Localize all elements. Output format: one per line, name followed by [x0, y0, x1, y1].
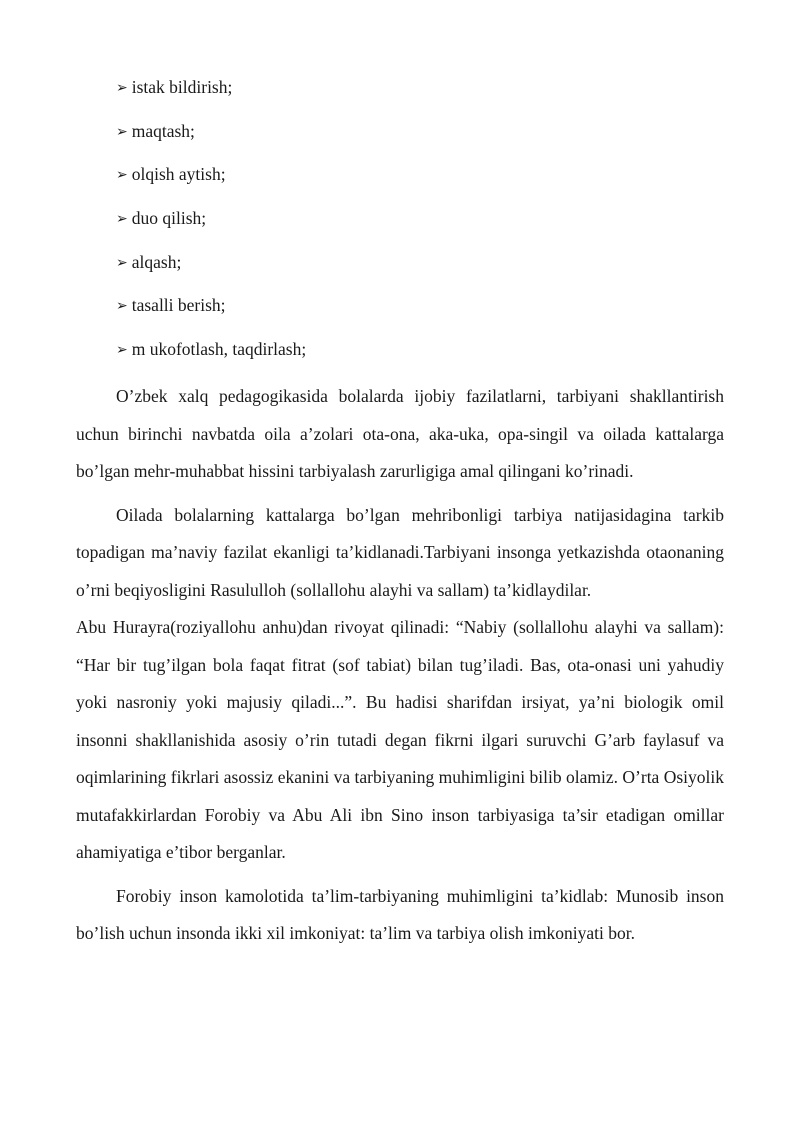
list-item: [116, 163, 306, 207]
body-text: [76, 378, 724, 953]
paragraph: Forobiy inson kamolotida ta’lim-tarbiyaning muhimligini ta’kidlab: Munosib inson bo’lish uchun insonda ikki xil imkoniyat: ta’lim va tarbiya olish imkoniyati bor.: [76, 885, 724, 943]
list-item: [116, 294, 306, 338]
list-item-text: duo qilish;: [131, 208, 207, 229]
arrow-right-icon: ➢: [116, 299, 128, 315]
list-item-text: tasalli berish;: [131, 295, 226, 316]
paragraph: Abu Hurayra(roziyallohu anhu)dan rivoyat qilinadi: “Nabiy (sollallohu alayhi va sallam): “Har bir tug’ilgan bola faqat fitrat (sof tabiat) bilan tug’iladi. Bas, ota-onasi uni yahudiy yoki nasroniy yoki majusiy qiladi...”. Bu hadisi sharifdan irsiyat, ya’ni biologik omil insonni shakllanishida asosiy o’rin tutadi degan fikrni ilgari suruvchi G’arb faylasuf va oqimlarining fikrlari asossiz ekanini va tarbiyaning muhimligini bilib olamiz. O’rta Osiyolik mutafakkirlardan Forobiy va Abu Ali ibn Sino inson tarbiyasiga ta’sir etadigan omillar ahamiyatiga e’tibor berganlar.: [76, 617, 724, 862]
list-item: [116, 338, 306, 382]
arrow-right-icon: ➢: [116, 343, 128, 359]
paragraph: Oilada bolalarning kattalarga bo’lgan mehribonligi tarbiya natijasidagina tarkib topadigan ma’naviy fazilat ekanligi ta’kidlanadi.Tarbiyani insonga yetkazishda otaonaning o’rni beqiyosligini Rasululloh (sollallohu alayhi va sallam) ta’kidlaydilar.: [76, 504, 724, 600]
list-item-text: m ukofotlash, taqdirlash;: [131, 339, 307, 360]
bullet-list: [116, 76, 306, 382]
list-item: [116, 120, 306, 164]
arrow-right-icon: ➢: [116, 212, 128, 228]
list-item-text: alqash;: [131, 251, 182, 272]
list-item-text: olqish aytish;: [131, 164, 226, 185]
list-item-text: istak bildirish;: [131, 77, 233, 97]
arrow-right-icon: ➢: [116, 81, 128, 96]
list-item: [116, 251, 306, 295]
list-item: [116, 76, 306, 120]
list-item: [116, 207, 306, 251]
arrow-right-icon: ➢: [116, 168, 128, 184]
paragraph: O’zbek xalq pedagogikasida bolalarda ijobiy fazilatlarni, tarbiyani shakllantirish uchun birinchi navbatda oila a’zolari ota-ona, aka-uka, opa-singil va oilada kattalarga bo’lgan mehr-muhabbat hissini tarbiyalash zarurligiga amal qilingani ko’rinadi.: [76, 386, 724, 481]
list-item-text: maqtash;: [131, 120, 195, 141]
arrow-right-icon: ➢: [116, 255, 128, 271]
arrow-right-icon: ➢: [116, 124, 128, 140]
